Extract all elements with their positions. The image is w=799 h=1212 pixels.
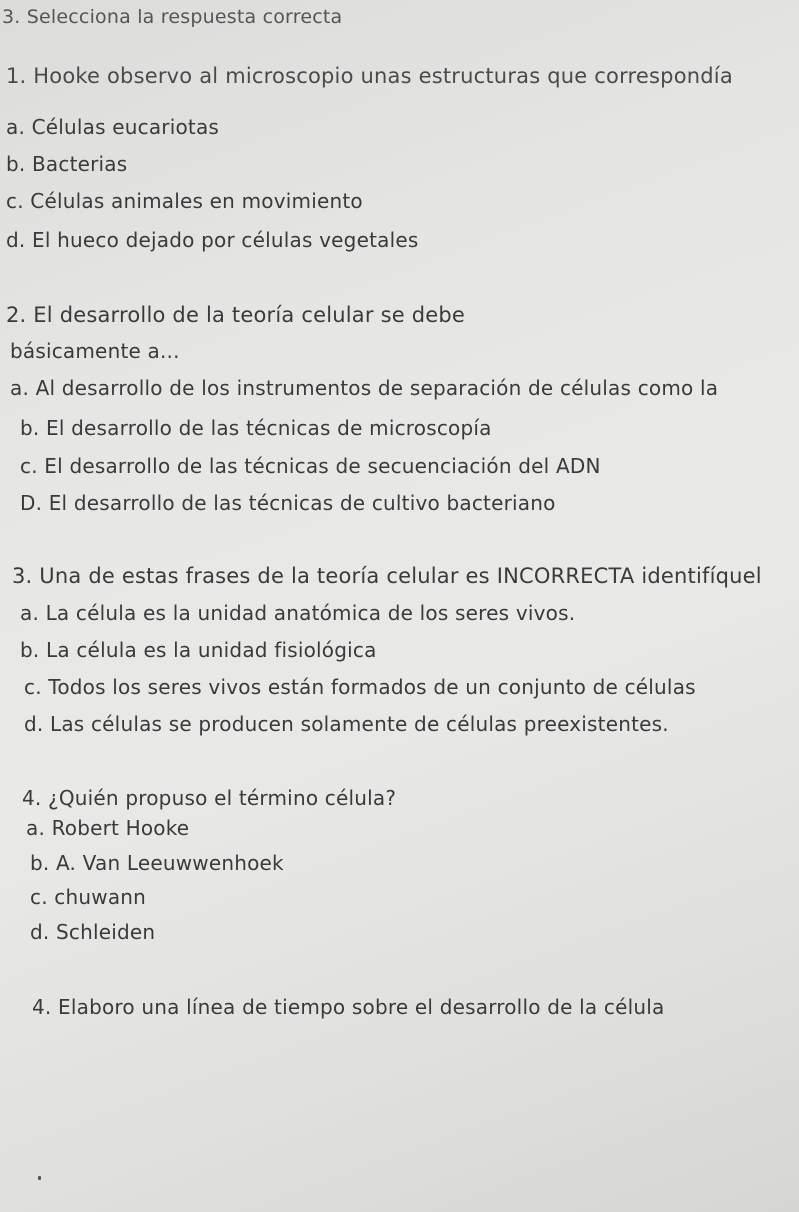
q1-option-a: a. Células eucariotas xyxy=(6,115,220,139)
q2-option-a: a. Al desarrollo de los instrumentos de separación de células como la xyxy=(10,376,719,400)
q4-option-a: a. Robert Hooke xyxy=(26,816,190,840)
section-header: 3. Selecciona la respuesta correcta xyxy=(2,6,343,28)
q4-option-c: c. chuwann xyxy=(30,885,147,909)
q2-question-line2: básicamente a... xyxy=(10,339,180,363)
q1-option-b: b. Bacterias xyxy=(6,152,128,176)
q3-option-c: c. Todos los seres vivos están formados de un conjunto de células xyxy=(24,675,696,699)
q4-option-d: d. Schleiden xyxy=(30,920,156,944)
q5-question: 4. Elaboro una línea de tiempo sobre el desarrollo de la célula xyxy=(32,995,665,1019)
q2-option-d: D. El desarrollo de las técnicas de cultivo bacteriano xyxy=(20,491,556,515)
q1-option-d: d. El hueco dejado por células vegetales xyxy=(6,228,419,252)
q1-option-c: c. Células animales en movimiento xyxy=(6,189,363,213)
q2-option-b: b. El desarrollo de las técnicas de microscopía xyxy=(20,416,492,440)
q2-question-line1: 2. El desarrollo de la teoría celular se debe xyxy=(6,303,466,327)
q3-option-b: b. La célula es la unidad fisiológica xyxy=(20,638,377,662)
q3-question: 3. Una de estas frases de la teoría celular es INCORRECTA identifíquel xyxy=(12,564,762,588)
q3-option-d: d. Las células se producen solamente de células preexistentes. xyxy=(24,712,669,736)
q4-question: 4. ¿Quién propuso el término célula? xyxy=(22,786,397,810)
q4-option-b: b. A. Van Leeuwwenhoek xyxy=(30,851,284,875)
q2-option-c: c. El desarrollo de las técnicas de secuenciación del ADN xyxy=(20,454,601,478)
q1-question: 1. Hooke observo al microscopio unas estructuras que correspondía xyxy=(6,64,733,88)
stray-mark xyxy=(38,1176,41,1180)
q3-option-a: a. La célula es la unidad anatómica de los seres vivos. xyxy=(20,601,576,625)
